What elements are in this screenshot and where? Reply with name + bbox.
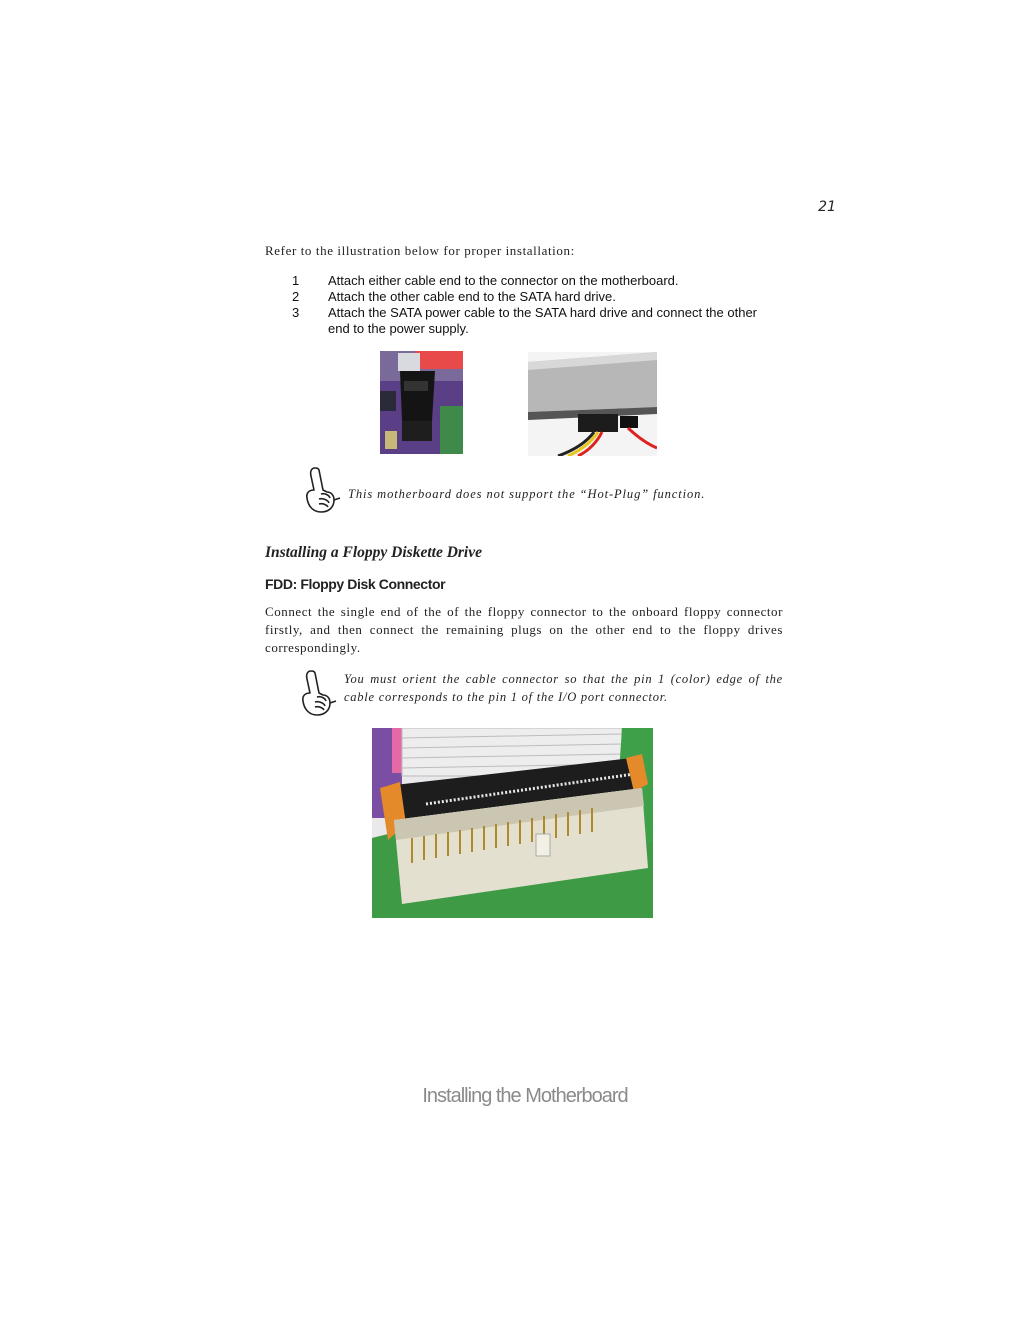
footer-title: Installing the Motherboard xyxy=(422,1085,628,1107)
pointing-hand-icon xyxy=(297,667,337,719)
pointing-hand-icon xyxy=(301,464,341,516)
sub-heading: FDD: Floppy Disk Connector xyxy=(265,576,446,592)
steps-list xyxy=(290,273,785,337)
list-item xyxy=(290,273,785,289)
step-number: 3 xyxy=(292,305,300,320)
fdd-paragraph: Connect the single end of the of the floppy connector to the onboard floppy connector firstly, and then connect the remaining plugs on the other end to the floppy drives correspondingly. xyxy=(265,604,783,655)
step-number: 1 xyxy=(292,273,300,288)
page-number: 21 xyxy=(818,199,836,215)
list-item xyxy=(290,321,785,337)
intro-text: Refer to the illustration below for proper installation: xyxy=(265,243,575,258)
sata-hard-drive-photo xyxy=(528,352,657,456)
list-item xyxy=(290,289,785,305)
floppy-connector-photo xyxy=(372,728,653,918)
list-item xyxy=(290,305,785,321)
step-number: 2 xyxy=(292,289,300,304)
step-text: Attach the SATA power cable to the SATA hard drive and connect the other xyxy=(328,305,758,320)
orient-note: You must orient the cable connector so that the pin 1 (color) edge of the cable corresponds to the pin 1 of the I/O port connector. xyxy=(344,672,783,704)
sata-motherboard-photo xyxy=(380,351,463,454)
step-text: Attach the other cable end to the SATA hard drive. xyxy=(328,289,616,304)
hotplug-note: This motherboard does not support the “Hot-Plug” function. xyxy=(348,487,706,501)
step-text-continued: end to the power supply. xyxy=(328,321,469,336)
step-text: Attach either cable end to the connector on the motherboard. xyxy=(328,273,679,288)
section-heading: Installing a Floppy Diskette Drive xyxy=(265,544,482,561)
